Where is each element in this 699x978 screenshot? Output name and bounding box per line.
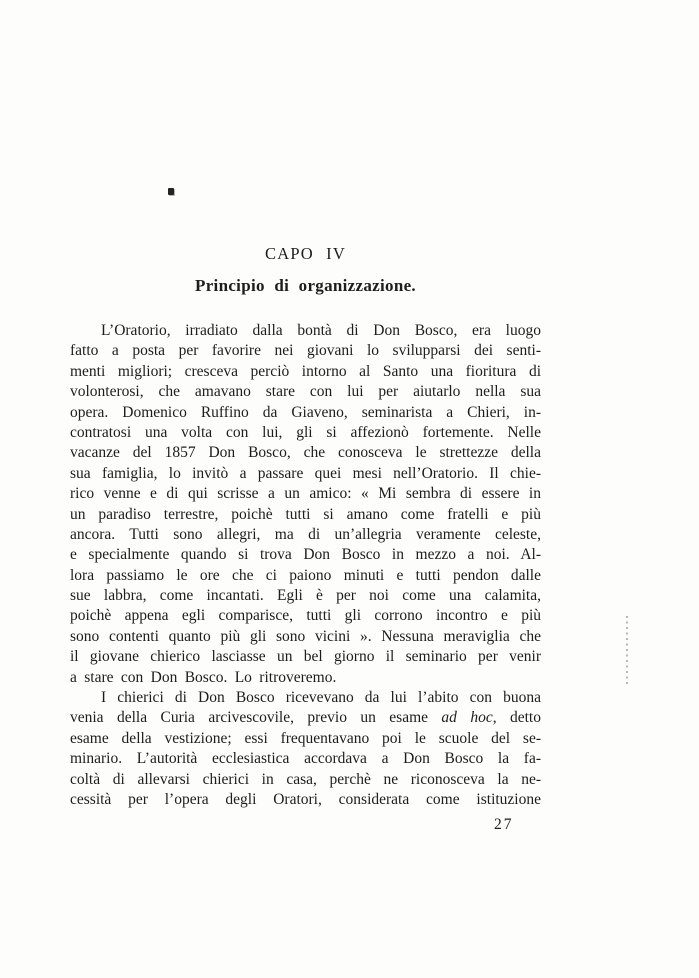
text-line: rico venne e di qui scrisse a un amico: « Mi sembra di essere in (70, 485, 541, 503)
paragraph (70, 688, 541, 810)
text-line: lora passiamo le ore che ci paiono minuti e tutti pendon dalle (70, 566, 541, 584)
page-number: 27 (494, 816, 514, 833)
text-line: esame della vestizione; essi frequentavano poi le scuole del se- (70, 729, 541, 747)
italic-phrase: ad hoc (441, 709, 493, 727)
ink-speck-artifact (168, 188, 174, 195)
chapter-heading: CAPO IV (265, 244, 346, 263)
text-line: e specialmente quando si trova Don Bosco in mezzo a noi. Al- (70, 546, 541, 564)
text-line: vacanze del 1857 Don Bosco, che conosceva le strettezze della (70, 444, 541, 462)
text-line: ancora. Tutti sono allegri, ma di un’allegria veramente celeste, (70, 525, 541, 543)
text-line: sono contenti quanto più gli sono vicini ». Nessuna meraviglia che (70, 627, 541, 645)
text-line: volonterosi, che amavano stare con lui per aiutarlo nella sua (70, 383, 541, 401)
text-line: poichè appena egli comparisce, tutti gli corrono incontro e più (70, 607, 541, 625)
text-segment: , detto (492, 709, 541, 727)
text-line: menti migliori; cresceva perciò intorno al Santo una fioritura di (70, 362, 541, 380)
text-line: coltà di allevarsi chierici in casa, perchè ne riconosceva la ne- (70, 770, 541, 788)
text-line: fatto a posta per favorire nei giovani lo svilupparsi dei senti- (70, 342, 541, 360)
text-line: sua famiglia, lo invitò a passare quei mesi nell’Oratorio. Il chie- (70, 464, 541, 482)
text-line: opera. Domenico Ruffino da Giaveno, seminarista a Chieri, in- (70, 403, 541, 421)
text-line: a stare con Don Bosco. Lo ritroveremo. (70, 668, 337, 686)
text-line: un paradiso terrestre, poichè tutti si amano come fratelli e più (70, 505, 541, 523)
dotted-scan-artifact (626, 616, 628, 686)
text-line: sue labbra, come incantati. Egli è per noi come una calamita, (70, 587, 541, 605)
text-line: cessità per l’opera degli Oratori, considerata come istituzione (70, 790, 541, 808)
paragraph (70, 321, 541, 688)
section-title: Principio di organizzazione. (195, 276, 416, 295)
text-line: il giovane chierico lasciasse un bel giorno il seminario per venir (70, 648, 541, 666)
text-segment: venia della Curia arcivescovile, previo un esame (70, 709, 442, 727)
text-line: minario. L’autorità ecclesiastica accordava a Don Bosco la fa- (70, 750, 541, 768)
body-text (70, 321, 541, 810)
text-line (70, 708, 541, 728)
text-line: contratosi una volta con lui, gli si affezionò fortemente. Nelle (70, 423, 541, 441)
text-line: I chierici di Don Bosco ricevevano da lui l’abito con buona (101, 689, 541, 707)
text-line: L’Oratorio, irradiato dalla bontà di Don Bosco, era luogo (101, 322, 541, 339)
